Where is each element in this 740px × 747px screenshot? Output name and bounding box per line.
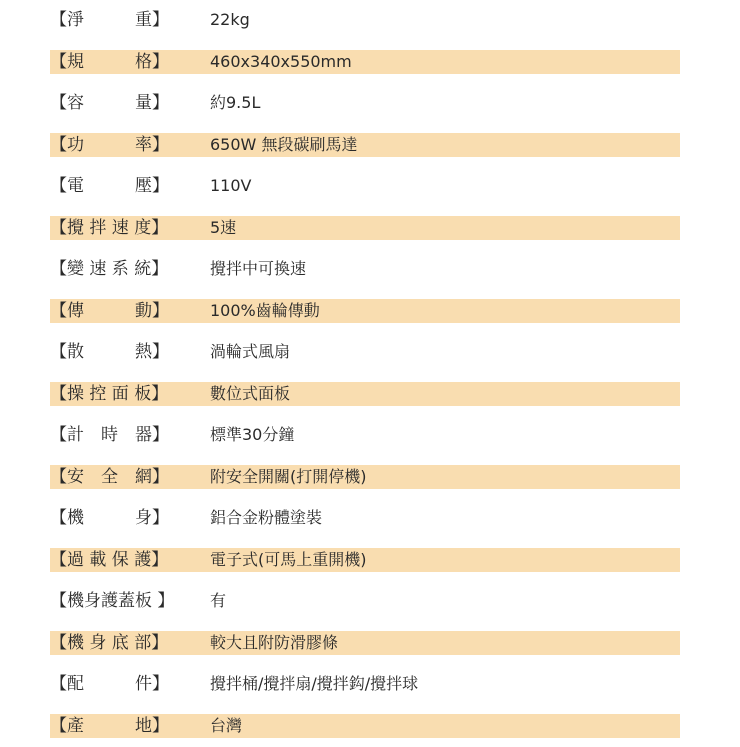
- spec-row: [50, 498, 680, 540]
- spec-label: 【機 身】: [50, 506, 188, 530]
- spec-row: [50, 166, 680, 208]
- spec-row: [50, 457, 680, 499]
- spec-row: [50, 540, 680, 582]
- spec-label: 【電 壓】: [50, 174, 188, 198]
- spec-label: 【容 量】: [50, 91, 188, 115]
- spec-label: 【操 控 面 板】: [50, 382, 188, 406]
- spec-value: 附安全開關(打開停機): [210, 465, 367, 489]
- spec-label: 【機身護蓋板 】: [50, 589, 188, 613]
- spec-list: [50, 0, 680, 747]
- spec-value: 渦輪式風扇: [210, 340, 290, 364]
- spec-label: 【散 熱】: [50, 340, 188, 364]
- spec-value: 110V: [210, 174, 251, 198]
- spec-row: [50, 0, 680, 42]
- spec-row: [50, 664, 680, 706]
- spec-row: [50, 706, 680, 747]
- spec-label: 【過 載 保 護】: [50, 548, 188, 572]
- spec-label: 【變 速 系 統】: [50, 257, 188, 281]
- spec-value: 有: [210, 589, 226, 613]
- spec-row: [50, 581, 680, 623]
- spec-row: [50, 208, 680, 250]
- spec-value: 攪拌桶/攪拌扇/攪拌鈎/攪拌球: [210, 672, 418, 696]
- spec-label: 【配 件】: [50, 672, 188, 696]
- spec-label: 【傳 動】: [50, 299, 188, 323]
- spec-value: 電子式(可馬上重開機): [210, 548, 367, 572]
- spec-value: 台灣: [210, 714, 242, 738]
- spec-value: 較大且附防滑膠條: [210, 631, 338, 655]
- spec-row: [50, 83, 680, 125]
- spec-label: 【機 身 底 部】: [50, 631, 188, 655]
- spec-row: [50, 42, 680, 84]
- spec-label: 【攪 拌 速 度】: [50, 216, 188, 240]
- spec-value: 650W 無段碳刷馬達: [210, 133, 357, 157]
- spec-label: 【計 時 器】: [50, 423, 188, 447]
- spec-value: 攪拌中可換速: [210, 257, 306, 281]
- spec-value: 約9.5L: [210, 91, 260, 115]
- spec-row: [50, 623, 680, 665]
- spec-row: [50, 374, 680, 416]
- spec-row: [50, 291, 680, 333]
- spec-value: 標準30分鐘: [210, 423, 294, 447]
- spec-value: 鋁合金粉體塗裝: [210, 506, 322, 530]
- spec-value: 22kg: [210, 8, 250, 32]
- spec-value: 460x340x550mm: [210, 50, 352, 74]
- spec-value: 100%齒輪傳動: [210, 299, 320, 323]
- spec-row: [50, 415, 680, 457]
- spec-value: 數位式面板: [210, 382, 290, 406]
- spec-row: [50, 125, 680, 167]
- spec-label: 【產 地】: [50, 714, 188, 738]
- spec-label: 【功 率】: [50, 133, 188, 157]
- spec-row: [50, 332, 680, 374]
- spec-label: 【淨 重】: [50, 8, 188, 32]
- spec-row: [50, 249, 680, 291]
- spec-label: 【安 全 網】: [50, 465, 188, 489]
- spec-label: 【規 格】: [50, 50, 188, 74]
- spec-value: 5速: [210, 216, 236, 240]
